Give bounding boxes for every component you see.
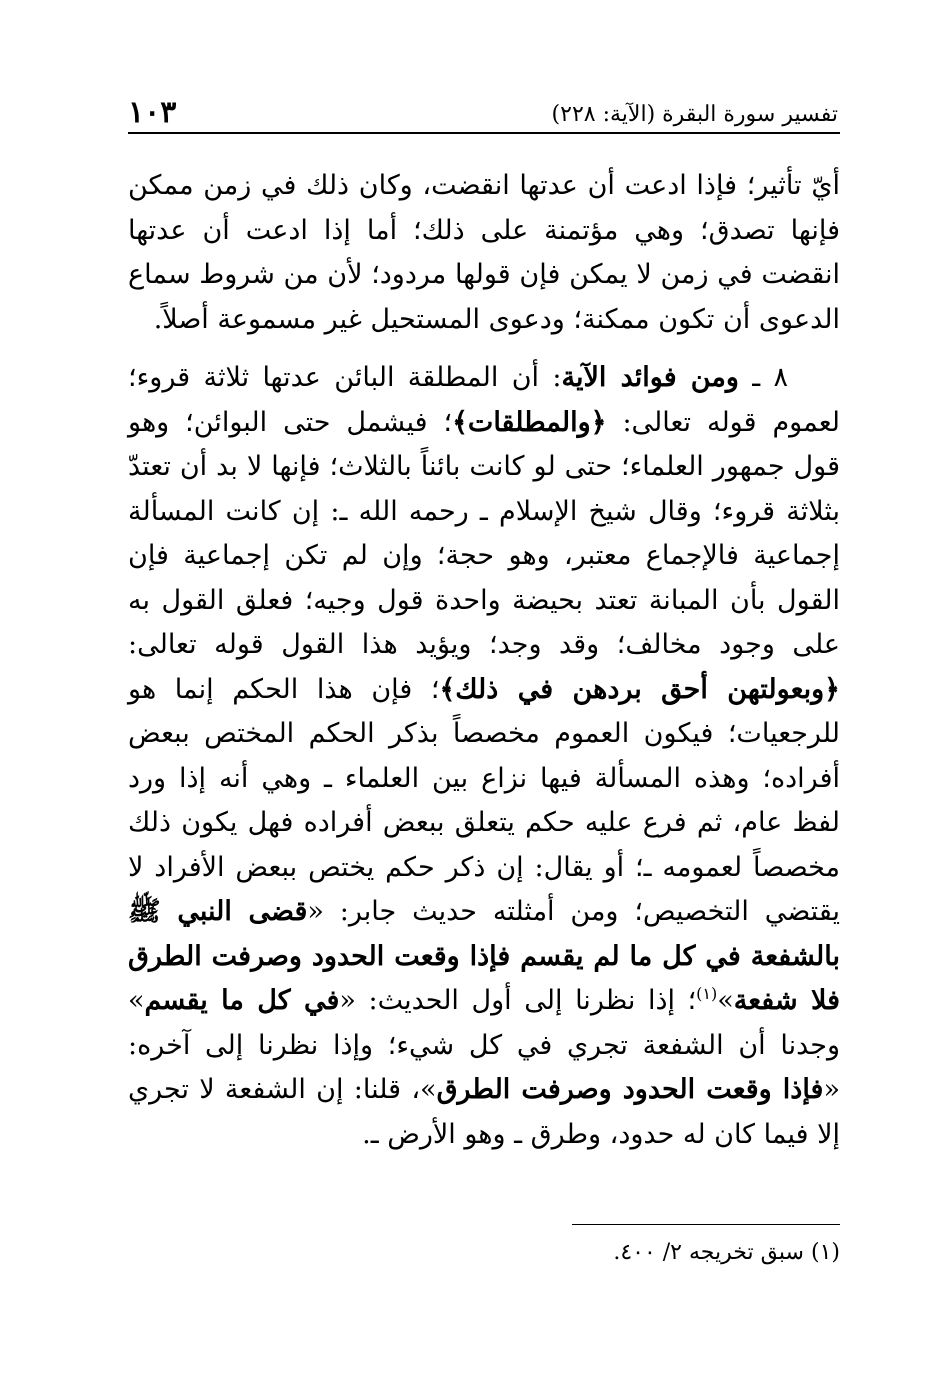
hadith-quote: فإذا وقعت الحدود وصرفت الطرق <box>436 1074 824 1105</box>
text-run: »، قلنا: إن الشفعة لا تجري إلا فيما كان له حدود، وطرق ـ وهو الأرض ـ. <box>128 1074 840 1150</box>
text-run: ؛ إذا نظرنا إلى أول الحديث: « <box>339 985 697 1016</box>
footnote: (١) سبق تخريجه ٢/ ٤٠٠. <box>613 1240 840 1265</box>
hadith-quote: في كل ما يقسم <box>144 985 340 1016</box>
text-run: : أن المطلقة البائن عدتها ثلاثة قروء؛ لعموم قوله تعالى: <box>128 362 840 438</box>
item-number: ٨ ـ <box>738 362 789 393</box>
hadith-quote: قضى النبي ﷺ بالشفعة في كل ما لم يقسم فإذا وقعت الحدود وصرفت الطرق فلا شفعة <box>128 896 840 1016</box>
page-header <box>128 86 838 130</box>
running-head: تفسير سورة البقرة (الآية: ٢٢٨) <box>551 102 838 127</box>
text-run: » وجدنا أن الشفعة تجري في كل شيء؛ وإذا نظرنا إلى آخره: « <box>128 985 840 1105</box>
body-text <box>128 164 840 1157</box>
paragraph-1: أيّ تأثير؛ فإذا ادعت أن عدتها انقضت، وكان ذلك في زمن ممكن فإنها تصدق؛ وهي مؤتمنة على ذلك؛ أما إذا ادعت أن عدتها انقضت في زمن لا يمكن فإن قولها مردود؛ لأن من شروط سماع الدعوى أن تكون ممكنة؛ ودعوى المستحيل غير مسموعة أصلاً. <box>128 170 840 335</box>
header-rule <box>128 132 840 134</box>
quran-quote: ﴿وبعولتهن أحق بردهن في ذلك﴾ <box>439 673 840 705</box>
quran-quote: ﴿والمطلقات﴾ <box>452 406 607 438</box>
paragraph-2 <box>128 356 840 1157</box>
footnote-reference: (١) <box>696 984 718 1003</box>
text-run: ؛ فإن هذا الحكم إنما هو للرجعيات؛ فيكون العموم مخصصاً بذكر الحكم المختص ببعض أفراده؛ وهذه المسألة فيها نزاع بين العلماء ـ وهي أنه إذا ورد لفظ عام، ثم فرع عليه حكم يتعلق ببعض أفراده فهل يكون ذلك مخصصاً لعمومه ـ؛ أو يقال: إن ذكر حكم يختص ببعض الأفراد لا يقتضي التخصيص؛ ومن أمثلته حديث جابر: « <box>128 673 840 927</box>
text-run: ؛ فيشمل حتى البوائن؛ وهو قول جمهور العلماء؛ حتى لو كانت بائناً بالثلاث؛ فإنها لا بد أن تعتدّ بثلاثة قروء؛ وقال شيخ الإسلام ـ رحمه الله ـ: إن كانت المسألة إجماعية فالإجماع معتبر، وهو حجة؛ وإن لم تكن إجماعية فإن القول بأن المبانة تعتد بحيضة واحدة قول وجيه؛ فعلق القول به على وجود مخالف؛ وقد وجد؛ ويؤيد هذا القول قوله تعالى: <box>128 406 840 660</box>
section-lead: ومن فوائد الآية <box>561 362 739 393</box>
page-number: ١٠٣ <box>128 95 177 130</box>
footnote-rule <box>572 1224 840 1225</box>
text-run: » <box>717 985 734 1016</box>
